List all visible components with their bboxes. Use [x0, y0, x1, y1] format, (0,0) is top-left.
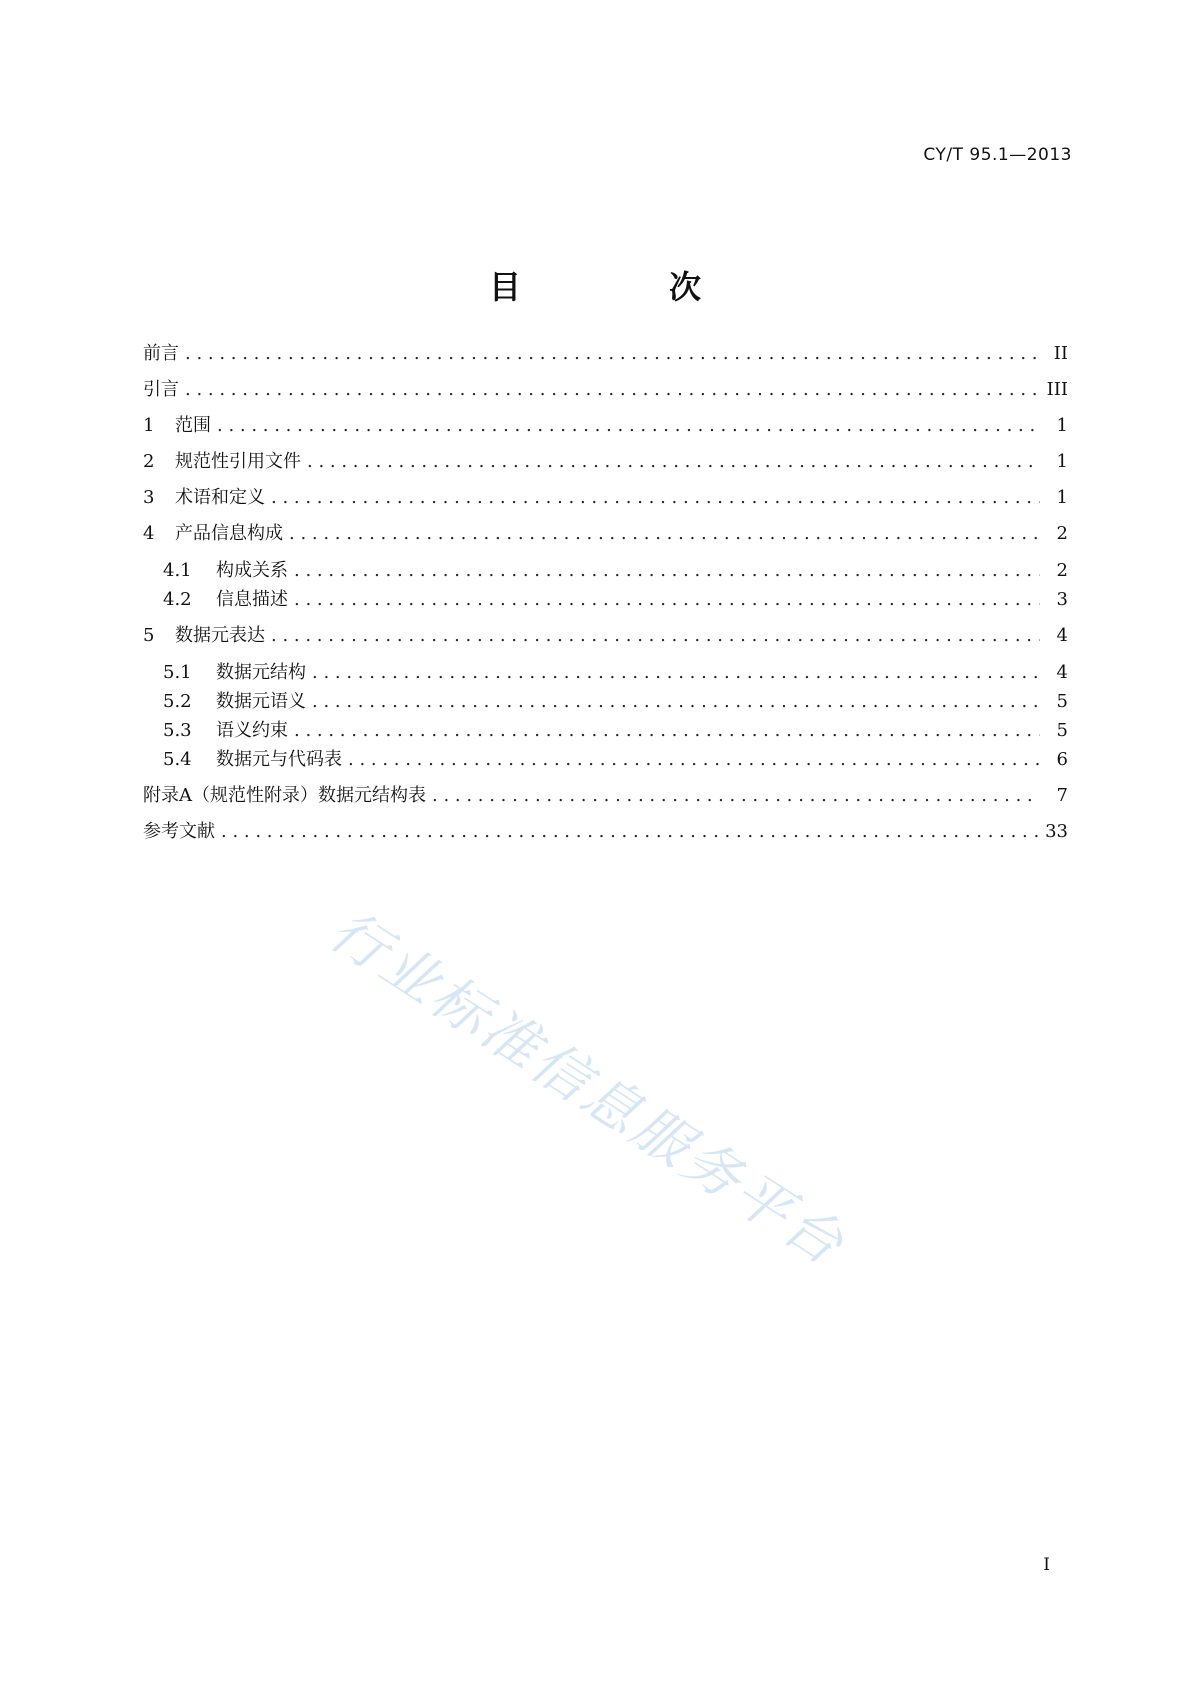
toc-entry-page: 1: [1056, 487, 1068, 508]
toc-leader-dots: [221, 820, 1039, 844]
toc-entry-page: 2: [1056, 560, 1068, 581]
toc-entry-label: 附录A（规范性附录）数据元结构表: [143, 785, 426, 806]
toc-entry-label: 前言: [143, 343, 179, 364]
toc-entry-number: 5.2: [163, 691, 192, 712]
toc-entry-label: 术语和定义: [175, 487, 265, 508]
toc-entry-page: 6: [1056, 749, 1068, 770]
toc-entry-page: 4: [1056, 625, 1068, 646]
toc-leader-dots: [185, 342, 1040, 366]
toc-entry-label: 产品信息构成: [175, 523, 283, 544]
page-number: I: [1043, 1555, 1050, 1575]
toc-entry-label: 构成关系: [216, 560, 288, 581]
toc-entry-label: 数据元表达: [175, 625, 265, 646]
toc-entry-label: 数据元与代码表: [216, 749, 342, 770]
toc-entry-5-2[interactable]: [163, 690, 1068, 714]
toc-entry-5-3[interactable]: [163, 719, 1068, 743]
toc-entry-number: 5.4: [163, 749, 192, 770]
toc-entry-number: 5.3: [163, 720, 192, 741]
toc-entry-2[interactable]: [143, 450, 1068, 474]
toc-leader-dots: [271, 486, 1040, 510]
page-title: 目 次: [488, 268, 759, 306]
standard-code: CY/T 95.1—2013: [923, 145, 1072, 165]
toc-entry-page: 4: [1056, 662, 1068, 683]
toc-leader-dots: [294, 719, 1040, 743]
toc-entry-preface[interactable]: [143, 342, 1068, 366]
toc-entry-references[interactable]: [143, 820, 1068, 844]
toc-leader-dots: [294, 559, 1040, 583]
toc-entry-5-1[interactable]: [163, 661, 1068, 685]
toc-leader-dots: [294, 588, 1040, 612]
toc-entry-number: 4: [143, 523, 155, 544]
toc-entry-number: 1: [143, 415, 155, 436]
toc-entry-number: 4.1: [163, 560, 192, 581]
toc-entry-introduction[interactable]: [143, 378, 1068, 402]
toc-leader-dots: [217, 414, 1040, 438]
toc-entry-page: II: [1053, 343, 1068, 364]
toc-entry-label: 数据元结构: [216, 662, 306, 683]
toc-entry-number: 5: [143, 625, 155, 646]
toc-entry-label: 信息描述: [216, 589, 288, 610]
toc-entry-number: 5.1: [163, 662, 192, 683]
toc-entry-label: 参考文献: [143, 821, 215, 842]
toc-entry-appendix-a[interactable]: [143, 784, 1068, 808]
toc-entry-5-4[interactable]: [163, 748, 1068, 772]
toc-leader-dots: [289, 522, 1040, 546]
toc-entry-4[interactable]: [143, 522, 1068, 546]
toc-leader-dots: [432, 784, 1040, 808]
toc-entry-number: 4.2: [163, 589, 192, 610]
toc-entry-page: 5: [1056, 691, 1068, 712]
toc-entry-page: 33: [1045, 821, 1068, 842]
toc-entry-page: 1: [1056, 451, 1068, 472]
toc-entry-label: 规范性引用文件: [175, 451, 301, 472]
toc-leader-dots: [348, 748, 1040, 772]
toc-leader-dots: [312, 690, 1040, 714]
toc-leader-dots: [271, 624, 1040, 648]
toc-entry-4-2[interactable]: [163, 588, 1068, 612]
toc-entry-1[interactable]: [143, 414, 1068, 438]
toc-entry-label: 语义约束: [216, 720, 288, 741]
toc-entry-page: 3: [1056, 589, 1068, 610]
toc-entry-page: 5: [1056, 720, 1068, 741]
toc-entry-label: 数据元语义: [216, 691, 306, 712]
toc-entry-page: 1: [1056, 415, 1068, 436]
toc-entry-page: III: [1046, 379, 1068, 400]
toc-entry-4-1[interactable]: [163, 559, 1068, 583]
toc-entry-3[interactable]: [143, 486, 1068, 510]
toc-leader-dots: [312, 661, 1040, 685]
toc-entry-label: 范围: [175, 415, 211, 436]
toc-leader-dots: [185, 378, 1040, 402]
toc-entry-label: 引言: [143, 379, 179, 400]
toc-entry-number: 2: [143, 451, 155, 472]
watermark: 行业标准信息服务平台: [318, 898, 857, 1280]
toc-entry-page: 7: [1056, 785, 1068, 806]
toc-entry-5[interactable]: [143, 624, 1068, 648]
toc-leader-dots: [307, 450, 1040, 474]
toc-entry-number: 3: [143, 487, 155, 508]
toc-entry-page: 2: [1056, 523, 1068, 544]
